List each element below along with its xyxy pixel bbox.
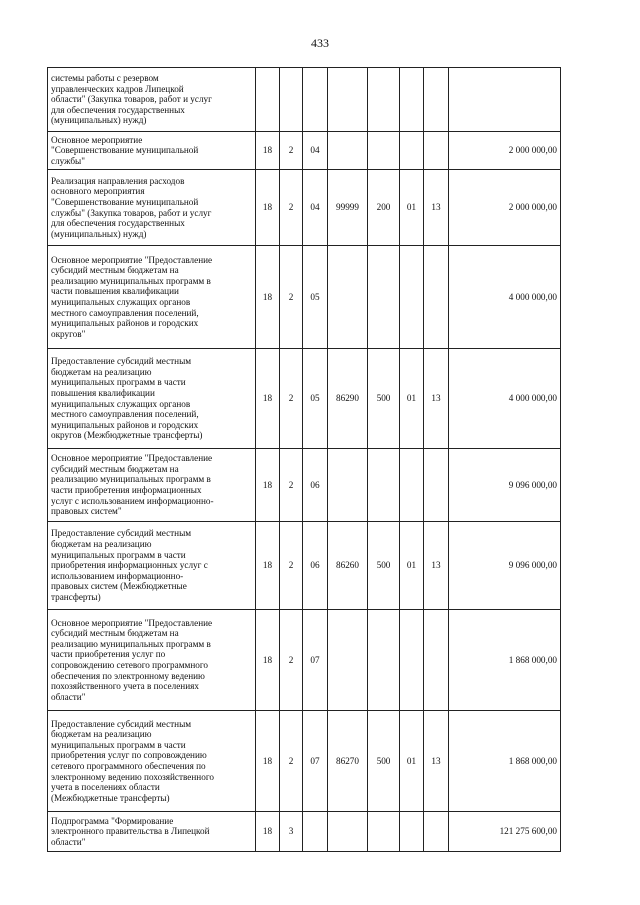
amount-cell: 4 000 000,00 xyxy=(449,246,561,349)
code-cell xyxy=(328,610,368,711)
amount-cell: 1 868 000,00 xyxy=(449,711,561,812)
row-name-cell xyxy=(48,246,256,349)
code-cell: 06 xyxy=(303,449,328,522)
amount-cell: 2 000 000,00 xyxy=(449,132,561,170)
code-cell: 500 xyxy=(368,711,400,812)
code-cell xyxy=(400,68,424,132)
code-cell xyxy=(303,812,328,852)
code-cell: 2 xyxy=(280,246,303,349)
code-cell: 2 xyxy=(280,349,303,449)
row-name-cell xyxy=(48,812,256,852)
row-name-cell xyxy=(48,170,256,246)
code-cell: 500 xyxy=(368,522,400,610)
code-cell xyxy=(400,812,424,852)
row-name-cell xyxy=(48,711,256,812)
code-cell xyxy=(328,132,368,170)
code-cell xyxy=(328,812,368,852)
code-cell xyxy=(424,812,449,852)
code-cell xyxy=(400,132,424,170)
code-cell: 18 xyxy=(256,132,280,170)
row-name: Предоставление субсидий местным бюджетам на реализацию муниципальных программ в части приобретения информационных услуг с использованием информационно- правовых систем (Межбюджетные трансферты) xyxy=(51,528,208,602)
table-row xyxy=(48,449,561,522)
code-cell xyxy=(303,68,328,132)
code-cell: 86290 xyxy=(328,349,368,449)
row-name-cell xyxy=(48,449,256,522)
amount-cell: 121 275 600,00 xyxy=(449,812,561,852)
code-cell: 04 xyxy=(303,132,328,170)
code-cell: 3 xyxy=(280,812,303,852)
row-name-cell xyxy=(48,132,256,170)
code-cell: 2 xyxy=(280,132,303,170)
code-cell xyxy=(368,610,400,711)
code-cell xyxy=(400,246,424,349)
code-cell: 500 xyxy=(368,349,400,449)
code-cell xyxy=(328,449,368,522)
code-cell xyxy=(368,132,400,170)
amount-cell xyxy=(449,68,561,132)
code-cell: 13 xyxy=(424,349,449,449)
row-name: Основное мероприятие "Предоставление субсидий местным бюджетам на реализацию муниципальных программ в части повышения квалификации муниципальных служащих органов местного самоуправления поселений, муниципальных районов и городских округов" xyxy=(51,254,213,339)
row-name-cell xyxy=(48,68,256,132)
code-cell: 01 xyxy=(400,170,424,246)
code-cell: 86260 xyxy=(328,522,368,610)
code-cell: 2 xyxy=(280,711,303,812)
table-row xyxy=(48,812,561,852)
row-name: Основное мероприятие "Совершенствование муниципальной службы" xyxy=(51,134,199,166)
table-row xyxy=(48,132,561,170)
code-cell: 2 xyxy=(280,170,303,246)
code-cell: 13 xyxy=(424,522,449,610)
code-cell: 18 xyxy=(256,812,280,852)
code-cell: 13 xyxy=(424,170,449,246)
code-cell xyxy=(256,68,280,132)
row-name: Основное мероприятие "Предоставление субсидий местным бюджетам на реализацию муниципальных программ в части приобретения информационных услуг с использованием информационно- правовых систем" xyxy=(51,453,214,517)
table-row xyxy=(48,610,561,711)
amount-cell: 1 868 000,00 xyxy=(449,610,561,711)
table-row xyxy=(48,711,561,812)
code-cell: 06 xyxy=(303,522,328,610)
code-cell xyxy=(368,246,400,349)
row-name-cell xyxy=(48,610,256,711)
page-number: 433 xyxy=(311,36,329,50)
code-cell: 01 xyxy=(400,711,424,812)
code-cell xyxy=(280,68,303,132)
code-cell: 05 xyxy=(303,349,328,449)
code-cell: 2 xyxy=(280,522,303,610)
code-cell: 18 xyxy=(256,170,280,246)
code-cell: 18 xyxy=(256,246,280,349)
code-cell: 18 xyxy=(256,610,280,711)
row-name: Предоставление субсидий местным бюджетам на реализацию муниципальных программ в части повышения квалификации муниципальных служащих органов местного самоуправления поселений, муниципальных районов и городских округов (Межбюджетные трансферты) xyxy=(51,356,203,441)
code-cell xyxy=(400,449,424,522)
amount-cell: 2 000 000,00 xyxy=(449,170,561,246)
row-name: Предоставление субсидий местным бюджетам на реализацию муниципальных программ в части приобретения услуг по сопровождению сетевого программного обеспечения по электронному ведению похозяйственного учета в поселениях области (Межбюджетные трансферты) xyxy=(51,718,214,803)
code-cell: 05 xyxy=(303,246,328,349)
code-cell: 2 xyxy=(280,449,303,522)
table-row xyxy=(48,349,561,449)
amount-cell: 4 000 000,00 xyxy=(449,349,561,449)
code-cell xyxy=(424,449,449,522)
table-row xyxy=(48,68,561,132)
code-cell: 18 xyxy=(256,349,280,449)
code-cell: 18 xyxy=(256,522,280,610)
amount-cell: 9 096 000,00 xyxy=(449,449,561,522)
code-cell: 07 xyxy=(303,610,328,711)
code-cell: 200 xyxy=(368,170,400,246)
code-cell xyxy=(424,610,449,711)
code-cell xyxy=(328,246,368,349)
budget-table xyxy=(47,67,561,852)
row-name-cell xyxy=(48,349,256,449)
code-cell: 13 xyxy=(424,711,449,812)
row-name: Реализация направления расходов основного мероприятия "Совершенствование муниципальной службы" (Закупка товаров, работ и услуг для обеспечения государственных (муниципальных) нужд) xyxy=(51,175,212,239)
code-cell: 01 xyxy=(400,522,424,610)
row-name: Подпрограмма "Формирование электронного правительства в Липецкой области" xyxy=(51,815,210,847)
row-name-cell xyxy=(48,522,256,610)
amount-cell: 9 096 000,00 xyxy=(449,522,561,610)
code-cell: 86270 xyxy=(328,711,368,812)
code-cell: 18 xyxy=(256,449,280,522)
table-row xyxy=(48,246,561,349)
row-name: Основное мероприятие "Предоставление субсидий местным бюджетам на реализацию муниципальных программ в части приобретения услуг по сопровождению сетевого программного обеспечения по электронному ведению похозяйственного учета в поселениях области" xyxy=(51,617,213,702)
code-cell xyxy=(400,610,424,711)
code-cell xyxy=(424,68,449,132)
code-cell xyxy=(368,449,400,522)
code-cell: 18 xyxy=(256,711,280,812)
code-cell: 2 xyxy=(280,610,303,711)
row-name: системы работы с резервом управленческих кадров Липецкой области" (Закупка товаров, работ и услуг для обеспечения государственных (муниципальных) нужд) xyxy=(51,73,212,126)
table-row xyxy=(48,522,561,610)
code-cell xyxy=(424,132,449,170)
code-cell: 07 xyxy=(303,711,328,812)
code-cell xyxy=(328,68,368,132)
code-cell xyxy=(368,812,400,852)
table-row xyxy=(48,170,561,246)
code-cell xyxy=(424,246,449,349)
code-cell: 01 xyxy=(400,349,424,449)
code-cell: 04 xyxy=(303,170,328,246)
code-cell xyxy=(368,68,400,132)
code-cell: 99999 xyxy=(328,170,368,246)
